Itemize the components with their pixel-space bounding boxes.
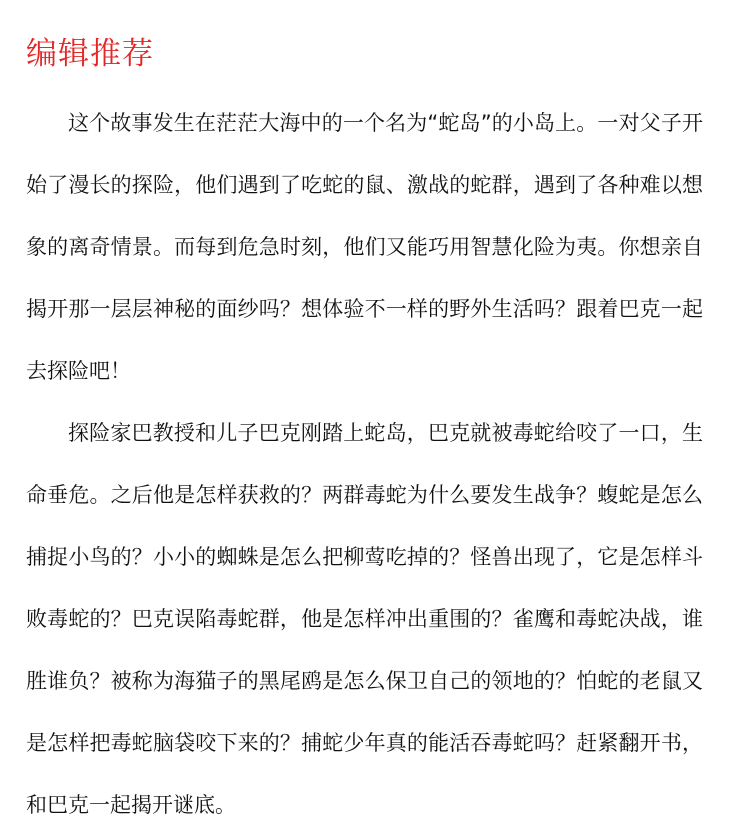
recommendation-paragraph-1: 这个故事发生在茫茫大海中的一个名为“蛇岛”的小岛上。一对父子开始了漫长的探险，他们遇到了吃蛇的鼠、激战的蛇群，遇到了各种难以想象的离奇情景。而每到危急时刻，他们又能巧用智慧化险为夷。你想亲自揭开那一层层神秘的面纱吗？想体验不一样的野外生活吗？跟着巴克一起去探险吧！ <box>26 111 703 383</box>
recommendation-paragraph-2: 探险家巴教授和儿子巴克刚踏上蛇岛，巴克就被毒蛇给咬了一口，生命垂危。之后他是怎样获救的？两群毒蛇为什么要发生战争？蝮蛇是怎么捕捉小鸟的？小小的蜘蛛是怎么把柳莺吃掉的？怪兽出现了，它是怎样斗败毒蛇的？巴克误陷毒蛇群，他是怎样冲出重围的？雀鹰和毒蛇决战，谁胜谁负？被称为海猫子的黑尾鸥是怎么保卫自己的领地的？怕蛇的老鼠又是怎样把毒蛇脑袋咬下来的？捕蛇少年真的能活吞毒蛇吗？赶紧翻开书，和巴克一起揭开谜底。 <box>26 421 703 817</box>
section-heading: 编辑推荐 <box>26 36 154 72</box>
